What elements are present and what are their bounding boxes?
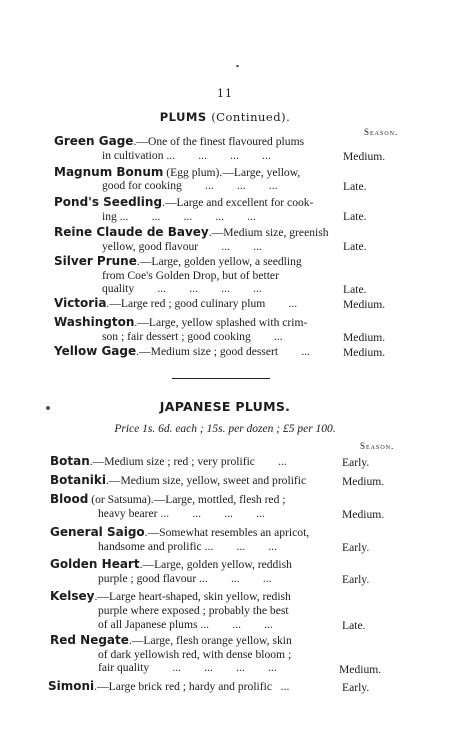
plums-title: PLUMS <box>159 110 207 124</box>
season-value: Early. <box>342 681 370 694</box>
season-value: Medium. <box>342 508 385 521</box>
japanese-season-header: Season. <box>360 441 395 451</box>
season-value: Late. <box>342 619 366 632</box>
season-value: Late. <box>343 283 367 296</box>
section-divider <box>172 378 270 379</box>
season-value: Early. <box>342 573 370 586</box>
catalogue-page: 11 PLUMS (Continued). Season. Green Gage.—One of the finest flavoured plums in cultivation ... ... ... ... Medium. Magnum Bonum (Egg plum).—Large, yellow, good for cooking ... ... ... Late. Pond's Seedling.—Large and excellent for cook- ing ... ... ... ... ... Late. Reine Claude de Bavey.—Medium size, greenish yellow, good flavour ... ... Late. Silver Prune.—Large, golden yellow, a seedling from Coe's Golden Drop, but of better quality ... ... ... ... Late. Victoria.—Large red ; good culinary plum ... Medium. Washington.—Large, yellow splashed with crim- son ; fair dessert ; good cooking ... Medium. Yellow Gage.—Medium size ; good dessert ... Medium. JAPANESE PLUMS. Price 1s. 6d. each ; 15s. per dozen ; £5 per 100. Season. Botan.—Medium size ; red ; very prolific ... Early. Botaniki.—Medium size, yellow, sweet and prolific Medium. Blood (or Satsuma).—Large, mottled, flesh red ; heavy bearer ... ... ... ... Medium. General Saigo.—Somewhat resembles an apricot, handsome and prolific ... ... ... Early. Golden Heart.—Large, golden yellow, reddish purple ; good flavour ... ... ... Early. Kelsey.—Large heart-shaped, skin yellow, redish purple where exposed ; probably the best of all Japanese plums ... ... ... Late. Red Negate.—Large, flesh orange yellow, skin of dark yellowish red, with dense bloom ; fair quality ... ... ... ... Medium. Simoni.—Large brick red ; hardy and prolific ... Early. <box>0 0 450 738</box>
season-value: Late. <box>343 240 367 253</box>
season-value: Medium. <box>343 298 386 311</box>
plums-continued: (Continued). <box>211 110 291 124</box>
page-number: 11 <box>217 87 233 100</box>
season-value: Late. <box>343 210 367 223</box>
season-value: Early. <box>342 541 370 554</box>
price-line: Price 1s. 6d. each ; 15s. per dozen ; £5 per 100. <box>114 423 336 435</box>
plums-season-header: Season. <box>364 127 399 137</box>
season-value: Medium. <box>339 663 382 676</box>
season-value: Medium. <box>342 475 385 488</box>
season-value: Late. <box>343 180 367 193</box>
season-value: Medium. <box>343 150 386 163</box>
season-value: Medium. <box>343 331 386 344</box>
plums-heading <box>0 110 450 124</box>
ink-speck <box>236 65 239 67</box>
japanese-plums-heading: JAPANESE PLUMS. <box>159 399 291 414</box>
season-value: Early. <box>342 456 370 469</box>
season-value: Medium. <box>343 346 386 359</box>
